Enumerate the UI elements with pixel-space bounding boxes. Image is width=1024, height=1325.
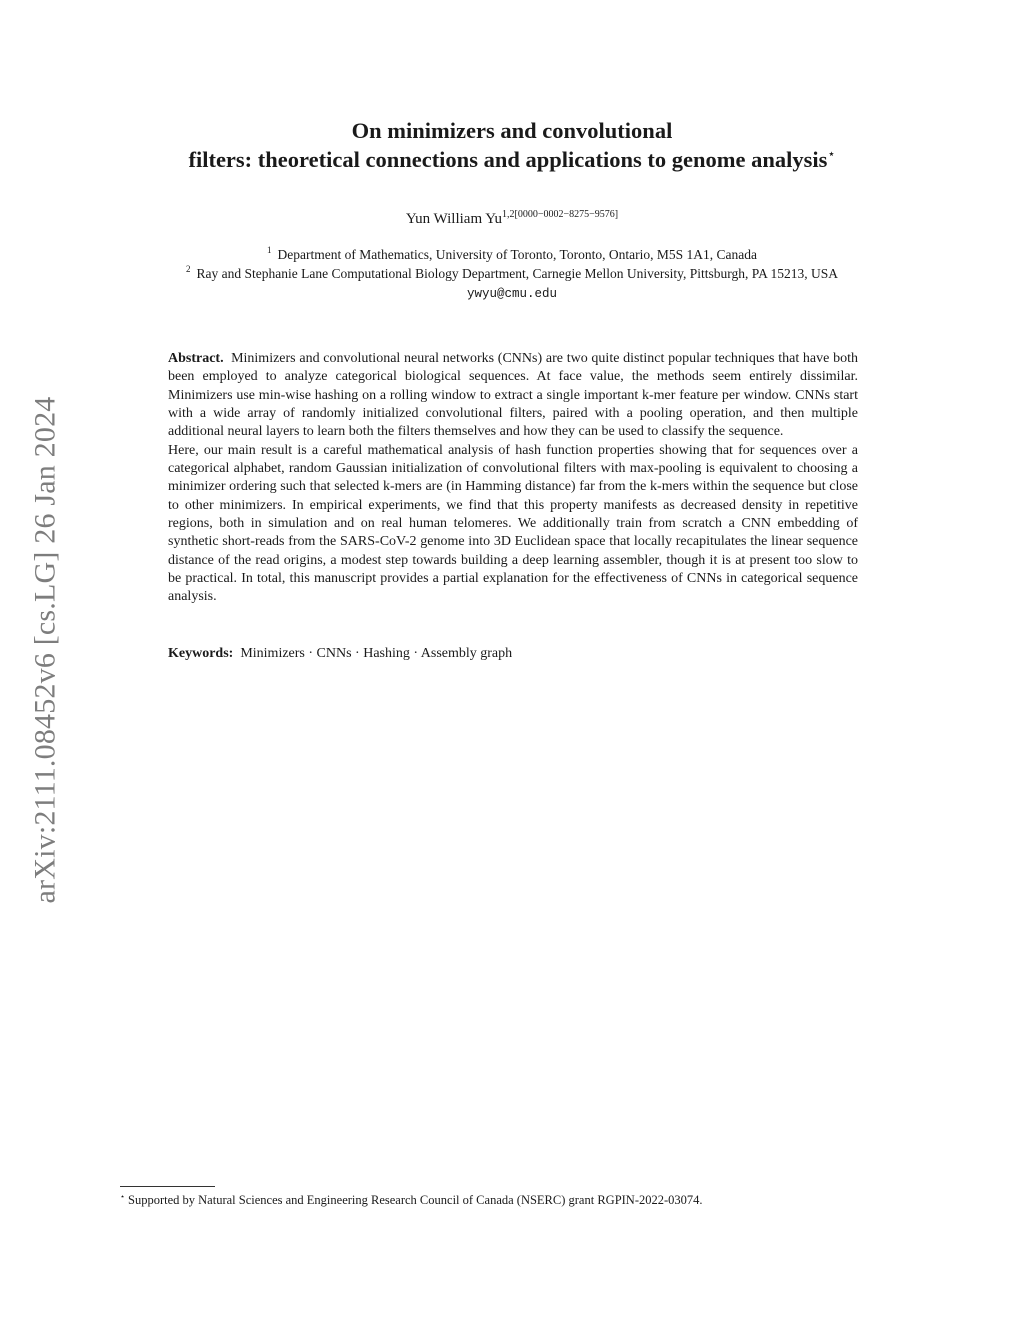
author-email: ywyu@cmu.edu [466, 287, 557, 301]
abstract-text-1: Minimizers and convolutional neural networks (CNNs) are two quite distinct popular techniques that have both been employed to analyze categorical biological sequences. At face value, the methods seem entirely dissimilar. Minimizers use min-wise hashing on a rolling window to extract a single important k-mer feature per window. CNNs start with a wide array of randomly initialized convolutional filters, paired with a pooling operation, and then multiple additional neural layers to learn both the filters themselves and how they can be used to classify the sequence. [168, 351, 858, 440]
abstract-paragraph-1 [168, 350, 858, 442]
keywords-label: Keywords: [168, 646, 234, 661]
abstract [168, 350, 858, 607]
footnote-text: Supported by Natural Sciences and Engineering Research Council of Canada (NSERC) grant RGPIN-2022-03074. [128, 1193, 703, 1207]
title-footnote-marker: ⋆ [827, 146, 836, 161]
keywords-text: Minimizers · CNNs · Hashing · Assembly graph [240, 646, 513, 661]
title-line-2-text: filters: theoretical connections and applications to genome analysis [188, 147, 828, 172]
paper-title [90, 116, 934, 174]
affiliation-2-mark: 2 [186, 264, 191, 274]
title-line-2 [90, 145, 934, 174]
author-superscript [502, 209, 618, 220]
arxiv-stamp [29, 360, 61, 940]
affiliation-2 [0, 265, 1024, 283]
affiliation-2-text: Ray and Stephanie Lane Computational Biology Department, Carnegie Mellon University, Pittsburgh, PA 15213, USA [196, 266, 838, 281]
title-line-1: On minimizers and convolutional [351, 118, 673, 143]
author-orcid: [0000−0002−8275−9576] [514, 209, 619, 220]
affiliation-1-text: Department of Mathematics, University of Toronto, Toronto, Ontario, M5S 1A1, Canada [277, 247, 757, 262]
author-affil-marks: 1,2 [501, 209, 515, 220]
footnote-rule [120, 1186, 215, 1187]
footnote [120, 1192, 920, 1208]
abstract-paragraph-2: Here, our main result is a careful mathematical analysis of hash function properties showing that for sequences over a categorical alphabet, random Gaussian initialization of convolutional filters with max-pooling is equivalent to choosing a minimizer ordering such that selected k-mers are (in Hamming distance) far from the k-mers within the sequence but close to other minimizers. In empirical experiments, we find that this property manifests as decreased density in repetitive regions, both in simulation and on real human telomeres. We additionally train from scratch a CNN embedding of synthetic short-reads from the SARS-CoV-2 genome into 3D Euclidean space that locally recapitulates the linear sequence distance of the read origins, a modest step towards building a deep learning assembler, though it is at present too slow to be practical. In total, this manuscript provides a partial explanation for the effectiveness of CNNs in categorical sequence analysis. [168, 442, 858, 605]
author-line [0, 209, 1024, 229]
affiliation-1-mark: 1 [267, 245, 272, 255]
affiliation-1 [0, 246, 1024, 264]
abstract-label: Abstract. [168, 351, 224, 366]
arxiv-identifier: arXiv:2111.08452v6 [cs.LG] 26 Jan 2024 [28, 396, 61, 904]
author-name: Yun William Yu [405, 211, 502, 227]
keywords [168, 645, 858, 663]
footnote-marker: ⋆ [120, 1192, 126, 1201]
